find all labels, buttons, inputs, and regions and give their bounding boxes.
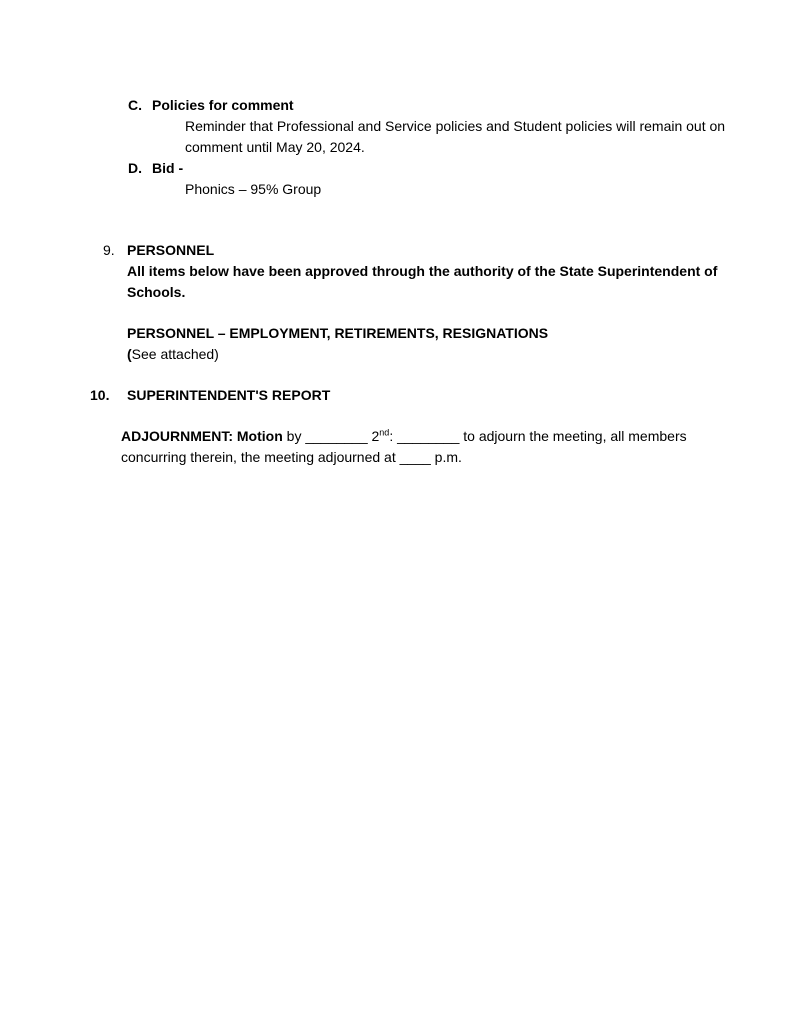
- adjournment-line-1: [0, 426, 791, 447]
- see-attached-open-paren: (: [127, 346, 132, 362]
- item-c-heading-row: [0, 95, 791, 116]
- item-9-body-text-1: All items below have been approved through the authority of the State Superintendent of: [127, 263, 718, 279]
- item-d-body-text: Phonics – 95% Group: [185, 181, 322, 197]
- item-9-body-text-2: Schools.: [127, 284, 186, 300]
- item-10-heading-row: [0, 385, 791, 406]
- adjournment-bold-lead: ADJOURNMENT: Motion: [121, 428, 283, 444]
- see-attached-row: [0, 344, 791, 365]
- adjournment-ordinal-suffix: nd: [379, 427, 390, 438]
- item-9-body-line-1: [0, 261, 791, 282]
- item-d-title: Bid -: [152, 160, 184, 176]
- item-c-body-line-2: [0, 137, 791, 158]
- item-9-number: 9.: [103, 242, 115, 258]
- item-10-title: SUPERINTENDENT'S REPORT: [127, 387, 331, 403]
- item-c-body-line-1: [0, 116, 791, 137]
- item-9-title: PERSONNEL: [127, 242, 215, 258]
- item-c-number: C.: [128, 97, 142, 113]
- item-9-body-line-2: [0, 282, 791, 303]
- item-c-title: Policies for comment: [152, 97, 294, 113]
- item-10-number: 10.: [90, 387, 110, 403]
- adjournment-text-2: concurring therein, the meeting adjourned at ____ p.m.: [121, 449, 462, 465]
- see-attached-text: See attached): [131, 346, 219, 362]
- item-9-heading-row: [0, 240, 791, 261]
- see-attached-note: [127, 344, 219, 365]
- adjournment-seg-rest: : ________ to adjourn the meeting, all members: [389, 428, 687, 444]
- item-c-body-text-2: comment until May 20, 2024.: [185, 139, 365, 155]
- item-d-heading-row: [0, 158, 791, 179]
- item-d-number: D.: [128, 160, 142, 176]
- item-c-body-text-1: Reminder that Professional and Service policies and Student policies will remain out on: [185, 118, 726, 134]
- personnel-subheading-row: [0, 323, 791, 344]
- adjournment-text-1: [121, 426, 687, 447]
- adjournment-seg-by: by ________ 2: [282, 428, 380, 444]
- personnel-subheading: PERSONNEL – EMPLOYMENT, RETIREMENTS, RESIGNATIONS: [127, 325, 549, 341]
- adjournment-line-2: [0, 447, 791, 468]
- item-d-body-line-1: [0, 179, 791, 200]
